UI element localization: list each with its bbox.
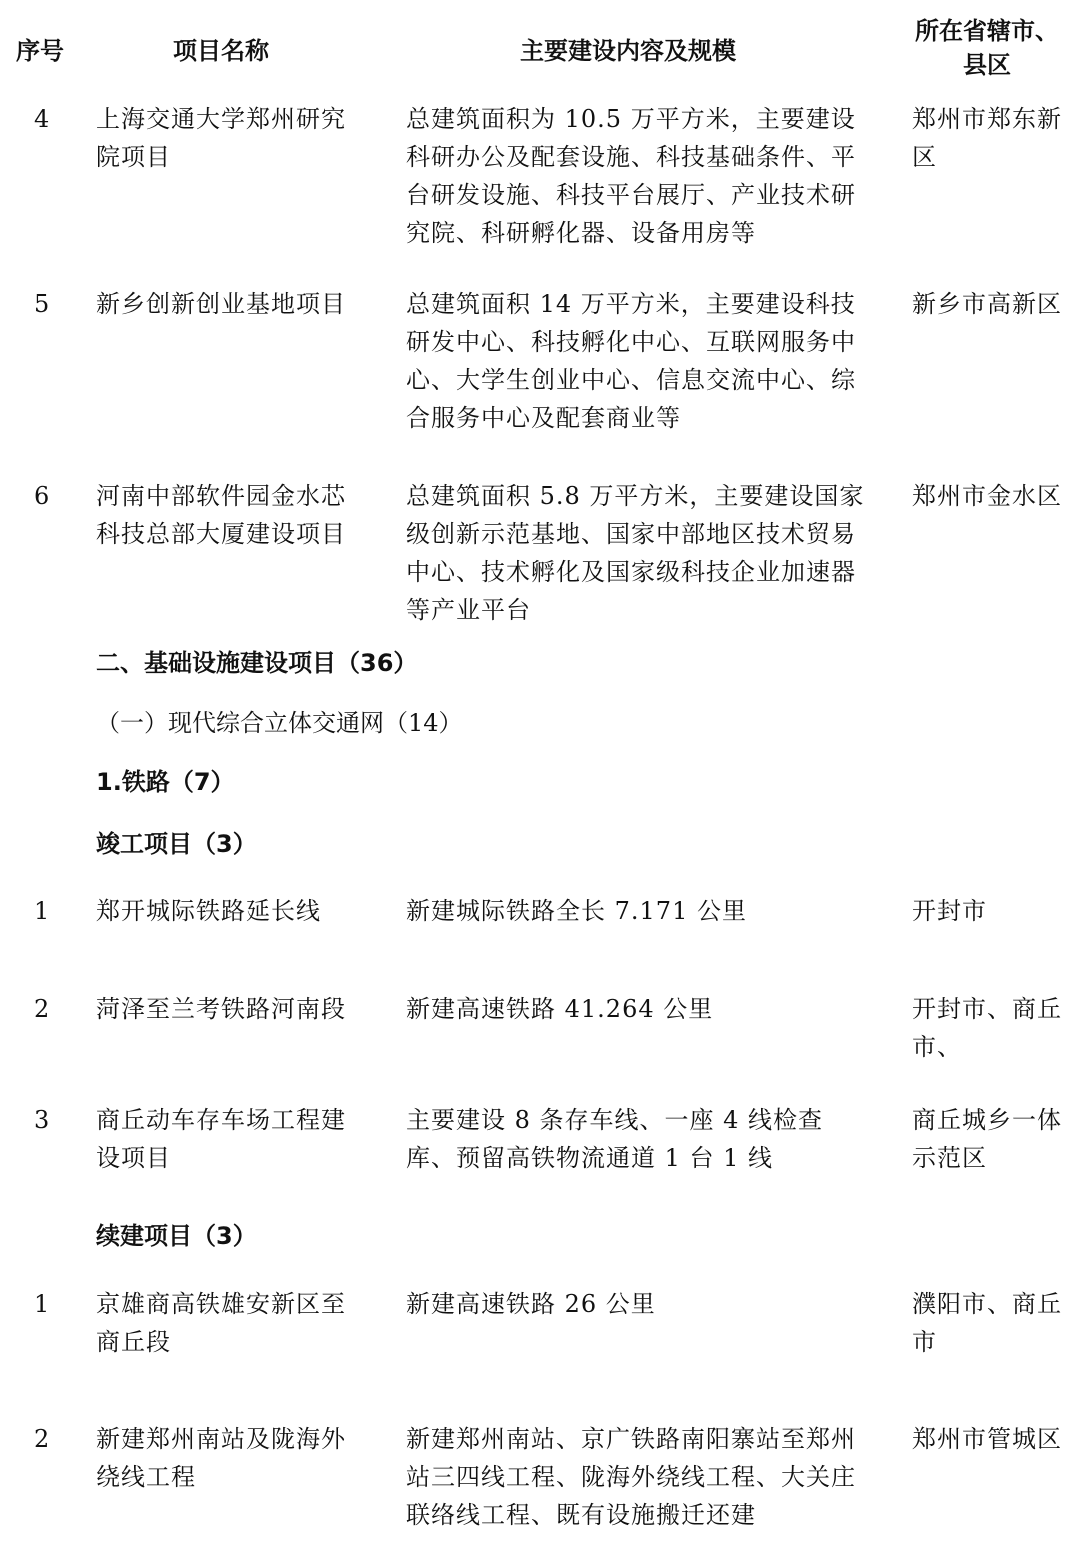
header-col-no: 序号 (16, 37, 64, 65)
row-number: 4 (34, 105, 50, 133)
status-heading: 续建项目（3） (96, 1222, 257, 1250)
project-content: 总建筑面积为 10.5 万平方米，主要建设科研办公及配套设施、科技基础条件、平台研发设施、科技平台展厅、产业技术研究院、科研孵化器、设备用房等 (406, 105, 856, 247)
project-content: 主要建设 8 条存车线、一座 4 线检查库、预留高铁物流通道 1 台 1 线 (406, 1106, 824, 1172)
project-name: 新建郑州南站及陇海外绕线工程 (96, 1425, 346, 1491)
project-name: 上海交通大学郑州研究院项目 (96, 105, 346, 171)
project-location: 濮阳市、商丘市 (912, 1290, 1062, 1356)
project-name: 河南中部软件园金水芯科技总部大厦建设项目 (96, 482, 346, 548)
row-number: 2 (34, 1425, 50, 1453)
project-location: 郑州市郑东新区 (912, 105, 1062, 171)
project-name: 菏泽至兰考铁路河南段 (96, 995, 346, 1023)
project-location: 郑州市管城区 (912, 1425, 1062, 1453)
project-name: 京雄商高铁雄安新区至商丘段 (96, 1290, 346, 1356)
row-number: 1 (34, 1290, 50, 1318)
project-name: 郑开城际铁路延长线 (96, 897, 321, 925)
row-number: 3 (34, 1106, 50, 1134)
row-number: 1 (34, 897, 50, 925)
status-heading: 竣工项目（3） (96, 830, 257, 858)
header-col-content: 主要建设内容及规模 (520, 37, 736, 65)
category-heading: 1.铁路（7） (96, 768, 235, 796)
row-number: 5 (34, 290, 50, 318)
row-number: 2 (34, 995, 50, 1023)
subsection-heading: （一）现代综合立体交通网（14） (96, 709, 463, 737)
header-col-location: 所在省辖市、县区 (915, 17, 1059, 79)
section-heading: 二、基础设施建设项目（36） (96, 649, 418, 677)
project-location: 开封市、商丘市、 (912, 995, 1062, 1061)
project-location: 郑州市金水区 (912, 482, 1062, 510)
project-name: 商丘动车存车场工程建设项目 (96, 1106, 346, 1172)
project-content: 新建城际铁路全长 7.171 公里 (406, 897, 747, 925)
project-location: 开封市 (912, 897, 987, 925)
project-location: 新乡市高新区 (912, 290, 1062, 318)
project-content: 总建筑面积 14 万平方米，主要建设科技研发中心、科技孵化中心、互联网服务中心、大学生创业中心、信息交流中心、综合服务中心及配套商业等 (406, 290, 856, 432)
header-col-name: 项目名称 (173, 37, 269, 65)
project-content: 新建高速铁路 26 公里 (406, 1290, 656, 1318)
project-content: 总建筑面积 5.8 万平方米，主要建设国家级创新示范基地、国家中部地区技术贸易中心、技术孵化及国家级科技企业加速器等产业平台 (406, 482, 865, 624)
project-content: 新建高速铁路 41.264 公里 (406, 995, 714, 1023)
row-number: 6 (34, 482, 50, 510)
project-name: 新乡创新创业基地项目 (96, 290, 346, 318)
project-content: 新建郑州南站、京广铁路南阳寨站至郑州站三四线工程、陇海外绕线工程、大关庄联络线工程、既有设施搬迁还建 (406, 1425, 856, 1529)
project-location: 商丘城乡一体示范区 (912, 1106, 1062, 1172)
